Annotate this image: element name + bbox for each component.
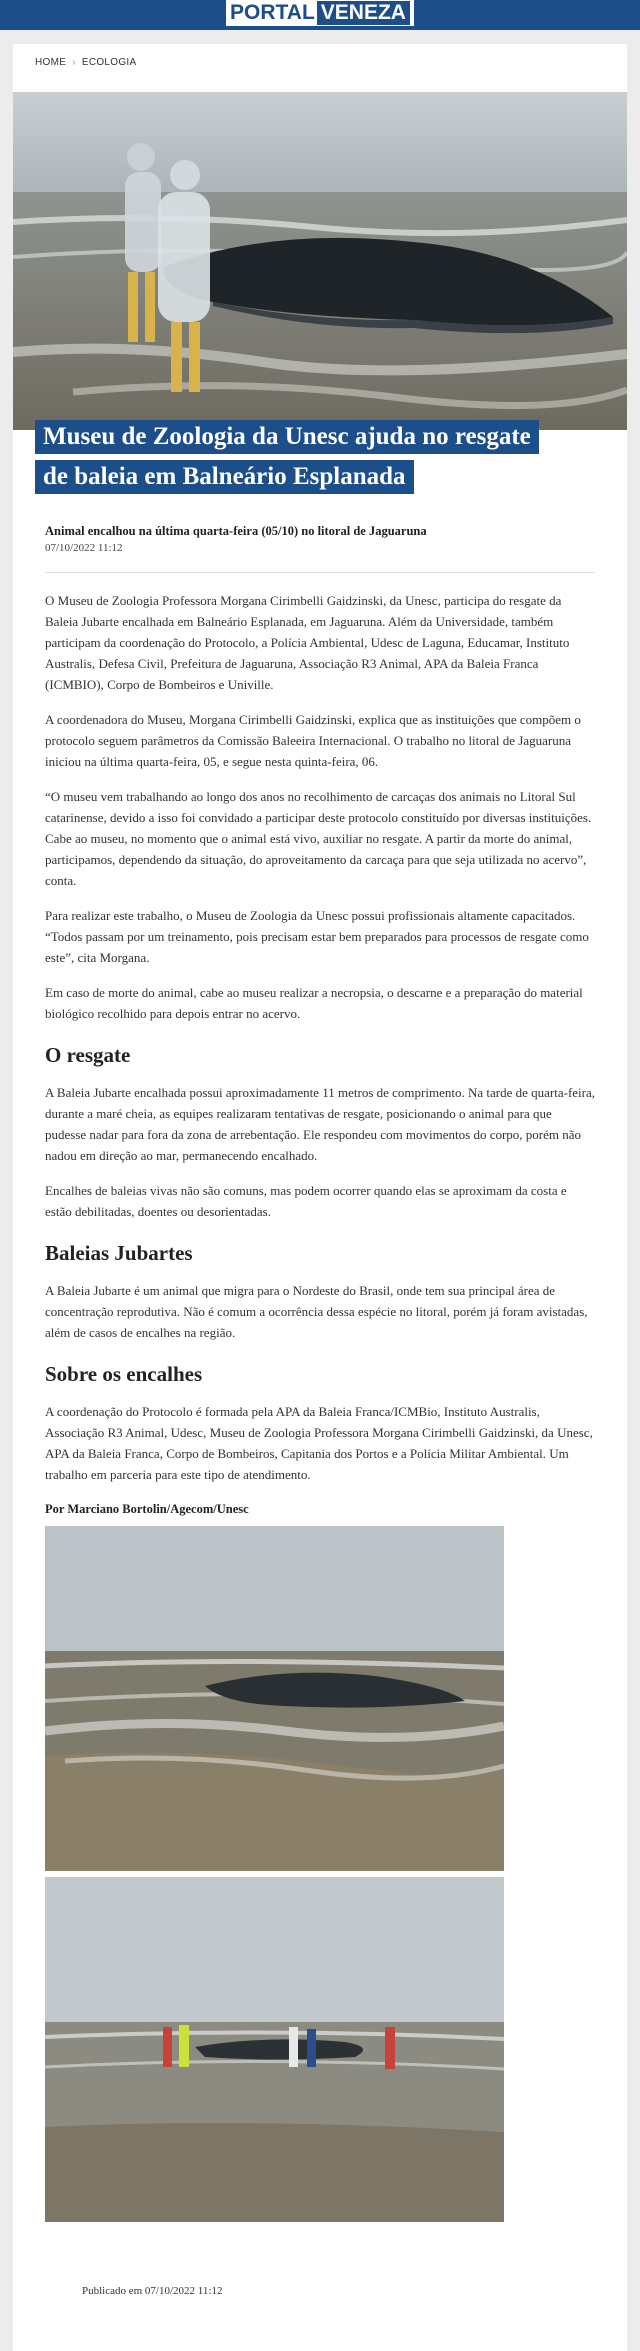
- breadcrumb: [35, 57, 136, 68]
- article-card: [13, 44, 627, 2351]
- paragraph: O Museu de Zoologia Professora Morgana Cirimbelli Gaidzinski, da Unesc, participa do resgate da Baleia Jubarte encalhada em Balneário Esplanada, em Jaguaruna. Além da Universidade, também participam da coordenação do Protocolo, a Polícia Ambiental, Udesc de Laguna, Educamar, Instituto Australis, Defesa Civil, Prefeitura de Jaguaruna, Associação R3 Animal, APA da Baleia Franca (ICMBIO), Corpo de Bombeiros e Univille.: [45, 593, 570, 692]
- paragraph: A coordenação do Protocolo é formada pela APA da Baleia Franca/ICMBio, Instituto Australis, Associação R3 Animal, Udesc, Museu de Zoologia Professora Morgana Cirimbelli Gaidzinski, da Unesc, APA da Baleia Franca, Corpo de Bombeiros, Capitania dos Portos e a Polícia Militar Ambiental. Um trabalho em parceria para este tipo de atendimento.: [45, 1404, 593, 1482]
- paragraph: Para realizar este trabalho, o Museu de Zoologia da Unesc possui profissionais altamente capacitados. “Todos passam por um treinamento, pois precisam estar bem preparados para processos de resgate como este”, cita Morgana.: [45, 908, 589, 965]
- article-title-line-2: de baleia em Balneário Esplanada: [35, 460, 414, 494]
- breadcrumb-category[interactable]: ECOLOGIA: [81, 57, 137, 68]
- breadcrumb-home[interactable]: HOME: [35, 57, 67, 68]
- top-header: [0, 0, 640, 30]
- breadcrumb-separator-icon: ›: [72, 57, 76, 68]
- published-date: Publicado em 07/10/2022 11:12: [82, 2285, 223, 2297]
- paragraph: “O museu vem trabalhando ao longo dos anos no recolhimento de carcaças dos animais no Litoral Sul catarinense, devido a isso foi convidado a participar deste protocolo constituído por diversas instituições. Cabe ao museu, no momento que o animal está vivo, auxiliar no resgate. A partir da morte do animal, participamos, dependendo da situação, do aproveitamento da carcaça para que seja utilizada no acervo”, conta.: [45, 789, 592, 888]
- paragraph: A Baleia Jubarte é um animal que migra para o Nordeste do Brasil, onde tem sua principal área de concentração reprodutiva. Não é comum a ocorrência dessa espécie no litoral, porém já foram avistadas, além de casos de encalhes na região.: [45, 1283, 588, 1340]
- paragraph: Encalhes de baleias vivas não são comuns, mas podem ocorrer quando elas se aproximam da costa e estão debilitadas, doentes ou desorientadas.: [45, 1183, 567, 1219]
- divider: [45, 572, 595, 573]
- article-title-line-1: Museu de Zoologia da Unesc ajuda no resgate: [35, 420, 539, 454]
- article-date: 07/10/2022 11:12: [45, 542, 123, 554]
- whale-photo-2: [45, 1877, 504, 2222]
- logo-veneza: VENEZA: [317, 1, 410, 25]
- paragraph: A coordenadora do Museu, Morgana Cirimbelli Gaidzinski, explica que as instituições que compõem o protocolo seguem parâmetros da Comissão Baleeira Internacional. O trabalho no litoral de Jaguaruna iniciou na última quarta-feira, 05, e segue nesta quinta-feira, 06.: [45, 712, 581, 769]
- section-heading-jubartes: Baleias Jubartes: [45, 1241, 193, 1265]
- article-body: [45, 590, 595, 2228]
- paragraph: Em caso de morte do animal, cabe ao museu realizar a necropsia, o descarne e a preparação do material biológico recolhido para depois entrar no acervo.: [45, 985, 583, 1021]
- article-subtitle: Animal encalhou na última quarta-feira (05/10) no litoral de Jaguaruna: [45, 524, 427, 538]
- section-heading-encalhes: Sobre os encalhes: [45, 1362, 203, 1386]
- site-logo[interactable]: [226, 0, 414, 26]
- paragraph: A Baleia Jubarte encalhada possui aproximadamente 11 metros de comprimento. Na tarde de quarta-feira, durante a maré cheia, as equipes realizaram tentativas de resgate, posicionando o animal para que pudesse nadar para fora da zona de arrebentação. Ele respondeu com movimentos do corpo, porém não nadou em direção ao mar, permanecendo encalhado.: [45, 1085, 595, 1163]
- logo-portal: PORTAL: [230, 1, 315, 24]
- hero-image: [13, 92, 627, 430]
- whale-photo-1: [45, 1526, 504, 1871]
- article-title: [35, 420, 595, 500]
- section-heading-resgate: O resgate: [45, 1043, 131, 1067]
- author-byline: Por Marciano Bortolin/Agecom/Unesc: [45, 1502, 249, 1516]
